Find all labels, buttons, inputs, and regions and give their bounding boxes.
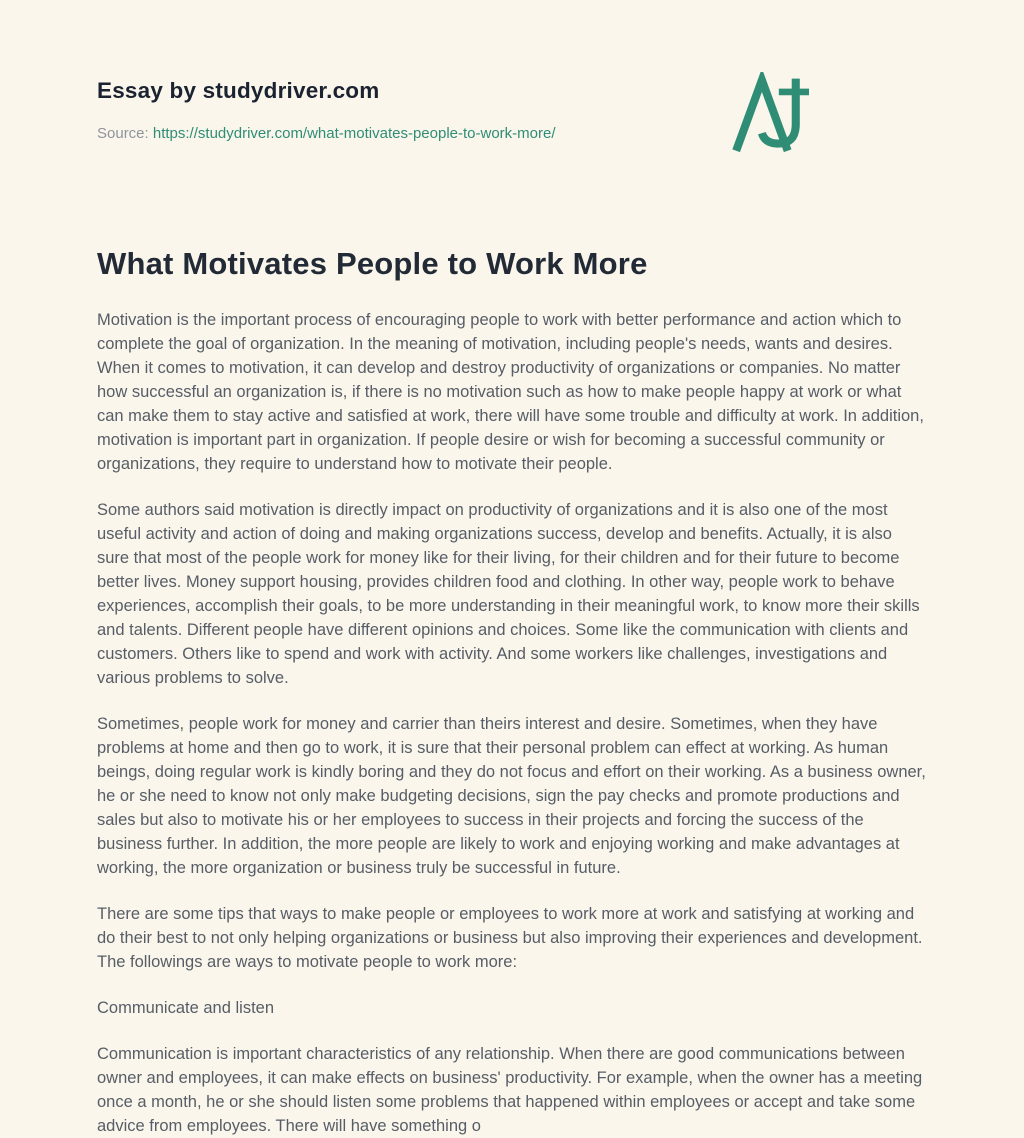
essay-by-line: Essay by studydriver.com xyxy=(97,78,380,103)
essay-paragraph: Motivation is the important process of encouraging people to work with better performance and action which to complete the goal of organization. In the meaning of motivation, including people's needs, wants and desires. When it comes to motivation, it can develop and destroy productivity of organizations or companies. No matter how successful an organization is, if there is no motivation such as how to make people happy at work or what can make them to stay active and satisfied at work, there will have some trouble and difficulty at work. In addition, motivation is important part in organization. If people desire or wish for becoming a successful community or organizations, they require to understand how to motivate their people. xyxy=(97,311,924,473)
essay-paragraph: Sometimes, people work for money and carrier than theirs interest and desire. Sometimes, when they have problems at home and then go to work, it is sure that their personal problem can effect at working. As human beings, doing regular work is kindly boring and they do not focus and effort on their working. As a business owner, he or she need to know not only make budgeting decisions, sign the pay checks and promote productions and sales but also to motivate his or her employees to success in their projects and forcing the success of the business further. In addition, the more people are likely to work and enjoying working and make advantages at working, the more organization or business truly be successful in future. xyxy=(97,715,926,877)
source-url-link[interactable]: https://studydriver.com/what-motivates-people-to-work-more/ xyxy=(152,125,556,142)
studydriver-logo xyxy=(731,72,809,156)
essay-paragraph: Some authors said motivation is directly impact on productivity of organizations and it is also one of the most useful activity and action of doing and making organizations success, develop and benefits. Actually, it is also sure that most of the people work for money like for their living, for their children and for their future to become better lives. Money support housing, provides children food and clothing. In other way, people work to behave experiences, accomplish their goals, to be more understanding in their meaningful work, to know more their skills and talents. Different people have different opinions and choices. Some like the communication with clients and customers. Others like to spend and work with activity. And some workers like challenges, investigations and various problems to solve. xyxy=(97,501,920,687)
essay-paragraph: There are some tips that ways to make people or employees to work more at work and satisfying at working and do their best to not only helping organizations or business but also improving their experiences and development. The followings are ways to motivate people to work more: xyxy=(97,905,923,971)
section-subheading: Communicate and listen xyxy=(97,999,275,1017)
studydriver-logo-icon xyxy=(731,72,809,156)
essay-article xyxy=(97,246,927,1138)
essay-title: What Motivates People to Work More xyxy=(97,246,648,281)
source-label: Source: xyxy=(97,125,149,142)
page-header xyxy=(97,0,927,142)
essay-paragraph: Communication is important characteristics of any relationship. When there are good communications between owner and employees, it can make effects on business' productivity. For example, when the owner has a meeting once a month, he or she should listen some problems that happened within employees or accept and take some advice from employees. There will have something o xyxy=(97,1045,923,1135)
